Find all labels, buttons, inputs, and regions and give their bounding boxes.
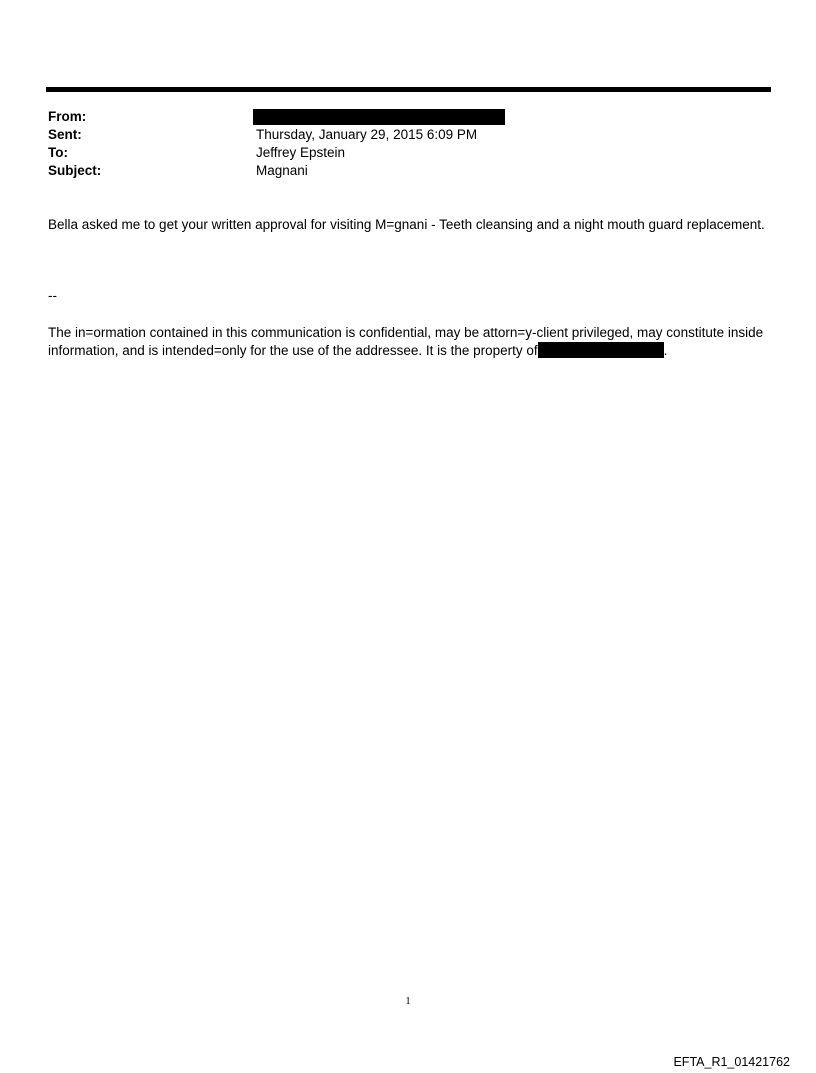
email-header <box>48 108 768 180</box>
from-label: From: <box>48 109 87 124</box>
subject-value: Magnani <box>256 163 308 178</box>
message-body-paragraph: Bella asked me to get your written approval for visiting M=gnani - Teeth cleansing and a night mouth guard replacement. <box>48 217 765 232</box>
signature-separator: -- <box>48 288 57 303</box>
owner-redaction <box>538 342 664 358</box>
to-row <box>48 144 768 162</box>
confidentiality-notice-end: . <box>663 343 668 358</box>
subject-row <box>48 162 768 180</box>
from-redaction <box>253 109 505 125</box>
confidentiality-notice-text: The in=ormation contained in this communication is confidential, may be attorn=y-client privileged, may constitute inside information, and is intended=only for the use of the addressee. It is the property of <box>48 325 764 358</box>
page-number: 1 <box>405 995 411 1007</box>
sent-label: Sent: <box>48 127 82 142</box>
document-id: EFTA_R1_01421762 <box>673 1055 790 1069</box>
to-value: Jeffrey Epstein <box>256 145 346 160</box>
sent-value: Thursday, January 29, 2015 6:09 PM <box>256 127 478 142</box>
header-divider <box>46 87 771 92</box>
subject-label: Subject: <box>48 163 102 178</box>
sent-row <box>48 126 768 144</box>
to-label: To: <box>48 145 68 160</box>
from-row <box>48 108 768 126</box>
confidentiality-notice <box>48 324 768 360</box>
